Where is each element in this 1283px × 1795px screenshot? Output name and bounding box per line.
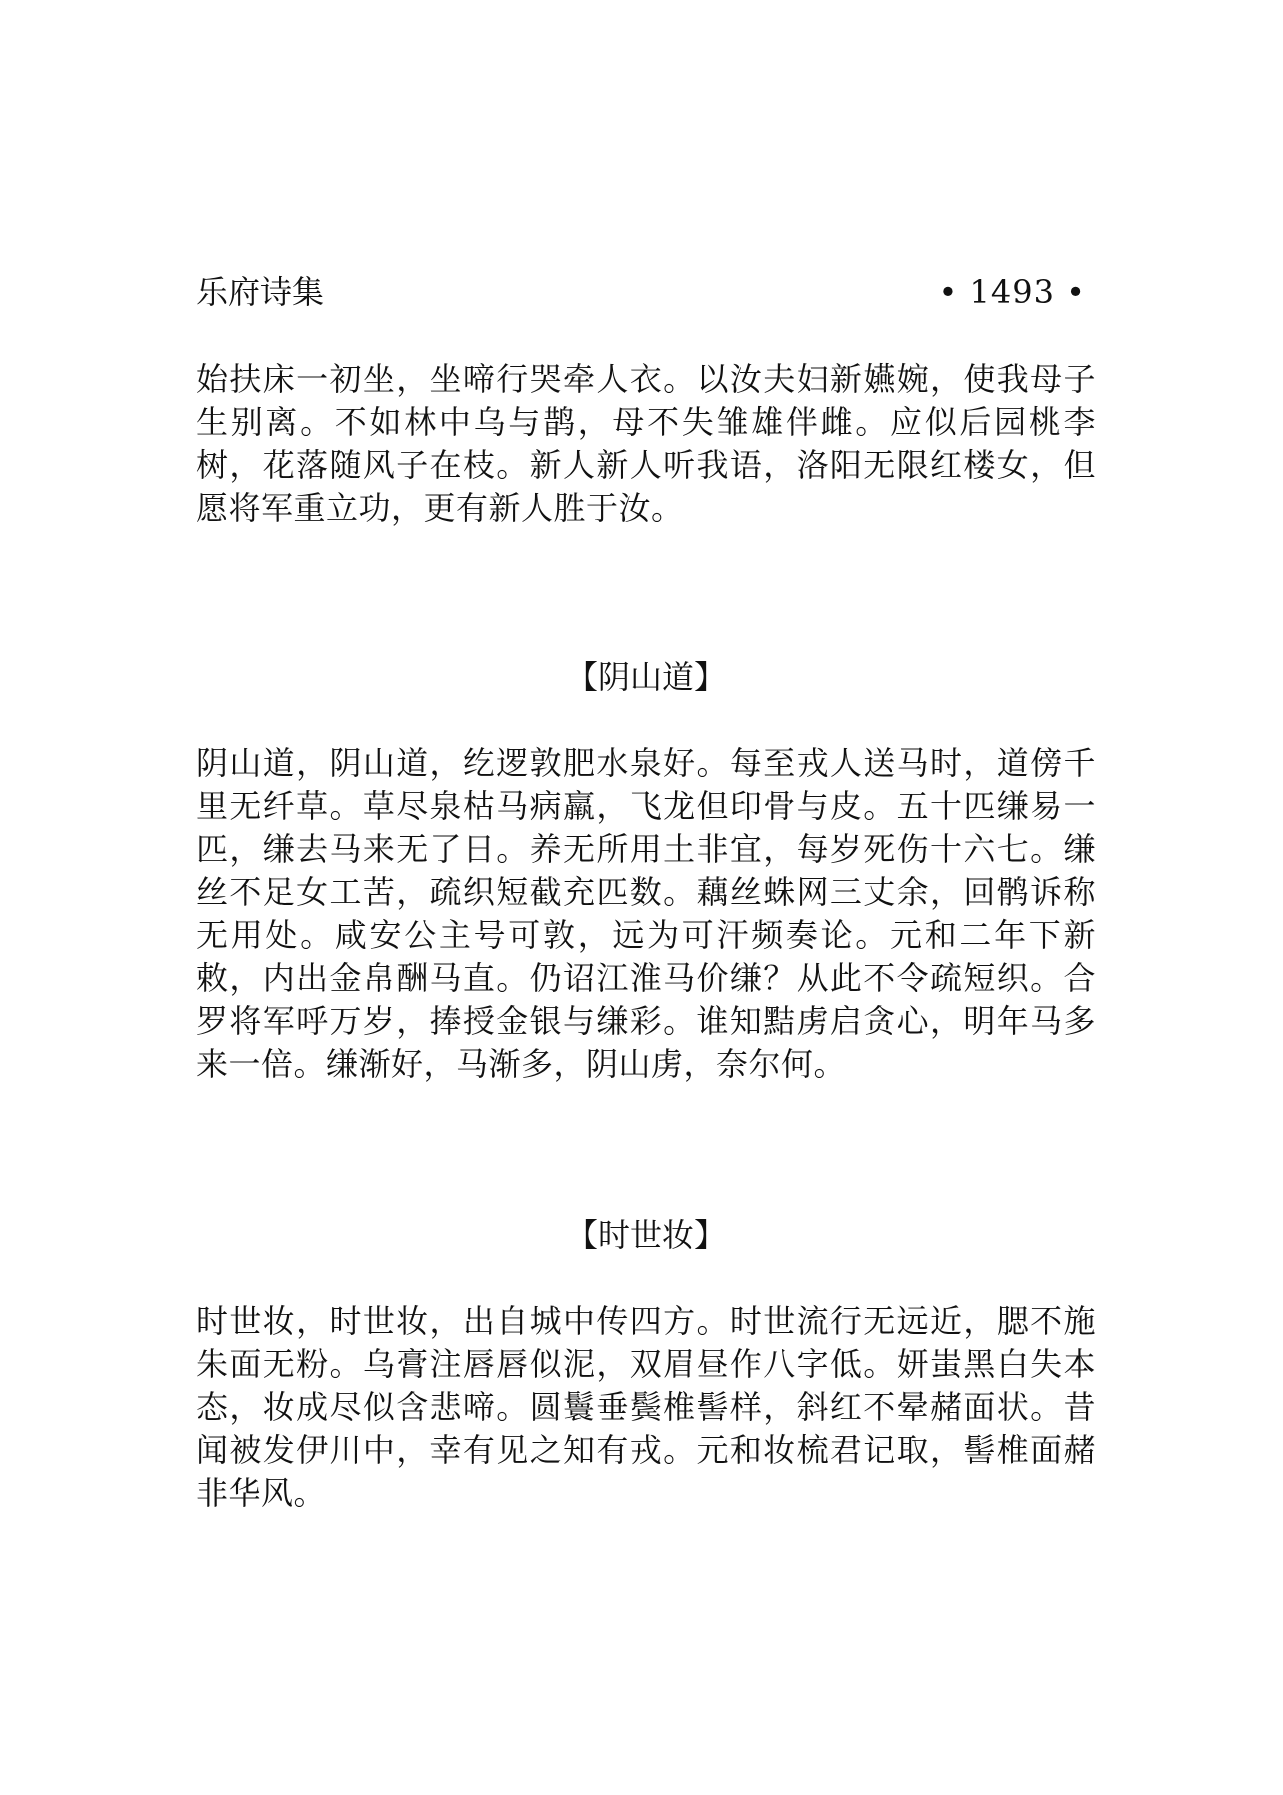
poem-text-yinshandao: 阴山道，阴山道，纥逻敦肥水泉好。每至戎人送马时，道傍千里无纤草。草尽泉枯马病羸，飞龙但印骨与皮。五十匹缣易一匹，缣去马来无了日。养无所用土非宜，每岁死伤十六七。缣丝不足女工苦，疏织短截充匹数。藕丝蛛网三丈余，回鹘诉称无用处。咸安公主号可敦，远为可汗频奏论。元和二年下新敕，内出金帛酬马直。仍诏江淮马价缣？从此不令疏短织。合罗将军呼万岁，捧授金银与缣彩。谁知黠虏启贪心，明年马多来一倍。缣渐好，马渐多，阴山虏，奈尔何。 xyxy=(196,744,1096,1083)
poem-continuation-text: 始扶床一初坐，坐啼行哭牵人衣。以汝夫妇新嬿婉，使我母子生别离。不如林中乌与鹊，母不失雏雄伴雌。应似后园桃李树，花落随风子在枝。新人新人听我语，洛阳无限红楼女，但愿将军重立功，更有新人胜于汝。 xyxy=(196,360,1096,527)
book-title: 乐府诗集 xyxy=(196,273,325,311)
page-header xyxy=(196,270,1086,314)
poem-title-shishizhuang: 【时世妆】 xyxy=(565,1216,726,1254)
page-number: • 1493 • xyxy=(938,273,1086,311)
poem-title-yinshandao: 【阴山道】 xyxy=(565,658,726,696)
poem-text-shishizhuang: 时世妆，时世妆，出自城中传四方。时世流行无远近，腮不施朱面无粉。乌膏注唇唇似泥，双眉昼作八字低。妍蚩黑白失本态，妆成尽似含悲啼。圆鬟垂鬓椎髻样，斜红不晕赭面状。昔闻被发伊川中，幸有见之知有戎。元和妆梳君记取，髻椎面赭非华风。 xyxy=(196,1302,1096,1512)
document-page xyxy=(196,0,1096,1795)
